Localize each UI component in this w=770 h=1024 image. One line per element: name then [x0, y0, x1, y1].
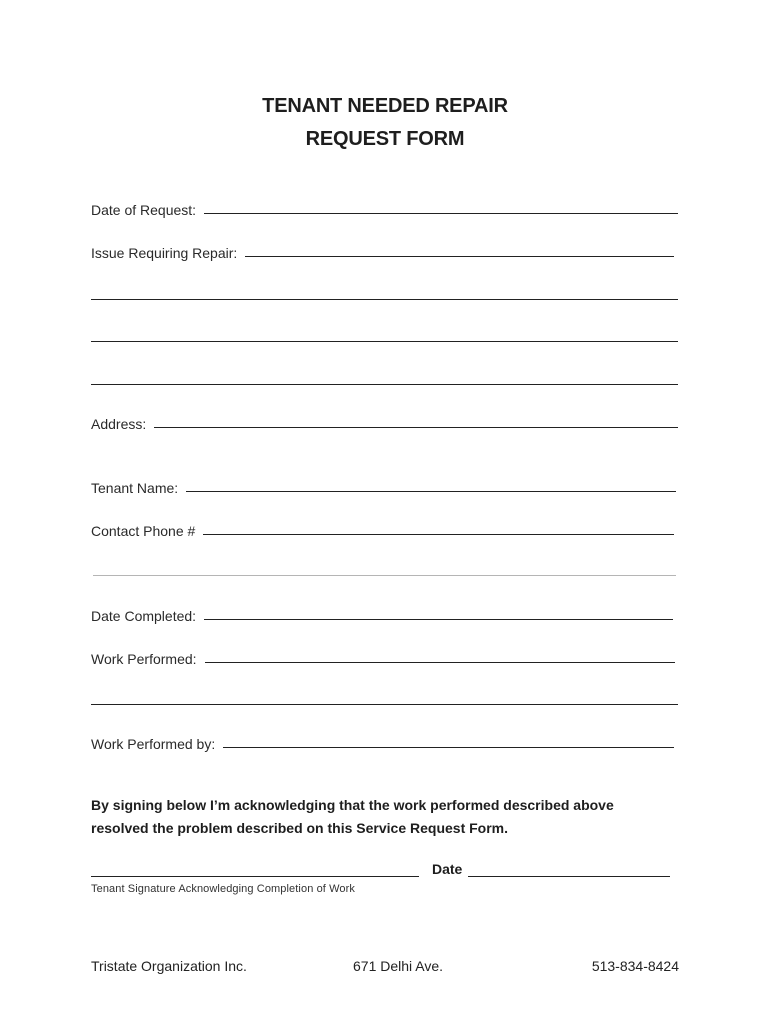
footer-address: 671 Delhi Ave.	[353, 958, 444, 974]
address-label: Address:	[91, 416, 147, 432]
address-field[interactable]	[154, 427, 678, 428]
date-completed-field[interactable]	[204, 619, 673, 620]
form-title-line-1: TENANT NEEDED REPAIR	[262, 95, 508, 117]
issue-continuation-line-1[interactable]	[91, 299, 678, 300]
issue-requiring-repair-label: Issue Requiring Repair:	[91, 245, 238, 261]
date-of-request-field[interactable]	[204, 213, 678, 214]
tenant-signature-field[interactable]	[91, 876, 419, 877]
tenant-name-row	[91, 476, 676, 496]
date-of-request-row	[91, 198, 678, 218]
footer-organization: Tristate Organization Inc.	[91, 958, 247, 974]
issue-requiring-repair-field[interactable]	[245, 256, 674, 257]
work-performed-by-label: Work Performed by:	[91, 736, 216, 752]
signature-date-label: Date	[432, 861, 463, 877]
issue-row	[91, 241, 674, 261]
contact-phone-label: Contact Phone #	[91, 523, 196, 539]
form-title-line-2: REQUEST FORM	[305, 128, 465, 150]
work-performed-field[interactable]	[205, 662, 675, 663]
contact-phone-row	[91, 519, 674, 539]
date-of-request-label: Date of Request:	[91, 202, 197, 218]
signature-date-field[interactable]	[468, 876, 670, 877]
section-divider	[93, 575, 676, 576]
footer-phone: 513-834-8424	[591, 958, 679, 974]
work-performed-label: Work Performed:	[91, 651, 197, 667]
acknowledgement-line-1: By signing below I’m acknowledging that the work performed described above	[91, 797, 614, 813]
contact-phone-field[interactable]	[203, 534, 674, 535]
signature-caption: Tenant Signature Acknowledging Completion of Work	[91, 883, 355, 895]
address-row	[91, 412, 678, 432]
date-completed-label: Date Completed:	[91, 608, 197, 624]
acknowledgement-line-2: resolved the problem described on this Service Request Form.	[91, 820, 509, 836]
work-performed-continuation-line[interactable]	[91, 704, 678, 705]
issue-continuation-line-3[interactable]	[91, 384, 678, 385]
work-performed-by-row	[91, 732, 674, 752]
work-performed-by-field[interactable]	[223, 747, 674, 748]
date-completed-row	[91, 604, 673, 624]
work-performed-row	[91, 647, 675, 667]
issue-continuation-line-2[interactable]	[91, 341, 678, 342]
tenant-name-field[interactable]	[186, 491, 676, 492]
tenant-name-label: Tenant Name:	[91, 480, 179, 496]
